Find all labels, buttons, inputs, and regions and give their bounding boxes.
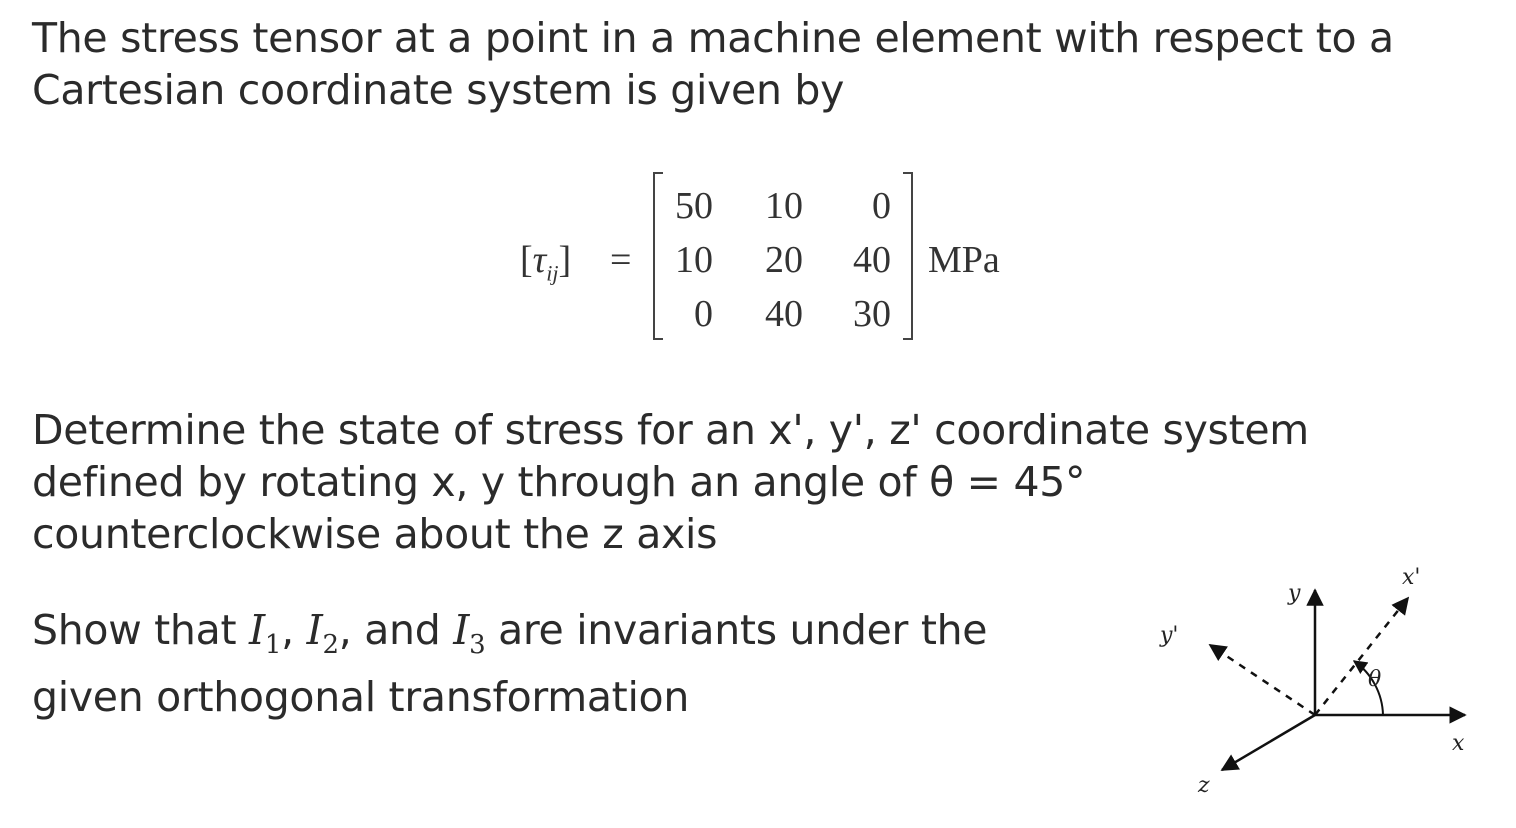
tensor-symbol: $[\tau_{ij}]$ xyxy=(520,239,572,286)
task1-line-3: counterclockwise about the z axis xyxy=(32,510,718,558)
matrix-cell: 40 xyxy=(765,293,803,335)
task-determine-paragraph xyxy=(32,404,1309,560)
matrix-cell: 0 xyxy=(872,185,891,227)
intro-line-1: The stress tensor at a point in a machine element with respect to a xyxy=(32,14,1394,62)
intro-line-2: Cartesian coordinate system is given by xyxy=(32,66,845,114)
invariant-i2: $I_2$ xyxy=(306,606,339,661)
task2-suffix: are invariants under the xyxy=(485,606,988,654)
x-prime-axis xyxy=(1315,598,1408,715)
z-axis xyxy=(1222,715,1315,770)
matrix-cell: 20 xyxy=(765,239,803,281)
matrix-cell: 10 xyxy=(675,239,713,281)
matrix-cell: 50 xyxy=(675,185,713,227)
task2-line-2: given orthogonal transformation xyxy=(32,673,690,722)
tau-symbol: τ xyxy=(532,239,547,281)
matrix-right-bracket xyxy=(903,172,913,340)
stress-matrix xyxy=(653,172,913,340)
invariant-i3: $I_3$ xyxy=(453,606,486,661)
angle-label: θ xyxy=(1368,667,1382,692)
stress-tensor-equation xyxy=(520,170,1020,350)
task2-sep: , and xyxy=(338,606,454,654)
matrix-cell: 0 xyxy=(694,293,713,335)
task1-line-1: Determine the state of stress for an x', y', z' coordinate system xyxy=(32,406,1309,454)
x-prime-label: x' xyxy=(1402,565,1421,590)
matrix-cell: 10 xyxy=(765,185,803,227)
y-prime-axis xyxy=(1210,645,1315,715)
unit-label: MPa xyxy=(928,239,1000,281)
equals-sign: = xyxy=(610,239,632,281)
y-axis-label: y xyxy=(1288,581,1301,606)
y-prime-label: y' xyxy=(1160,623,1179,648)
intro-paragraph xyxy=(32,12,1394,116)
task2-prefix: Show that xyxy=(32,606,249,654)
rotation-diagram xyxy=(1140,560,1500,820)
task2-sep: , xyxy=(281,606,307,654)
rotation-diagram-svg xyxy=(1140,560,1500,820)
tensor-subscript: ij xyxy=(546,260,559,286)
invariant-i1: $I_1$ xyxy=(248,606,282,661)
z-axis-label: z xyxy=(1198,773,1210,798)
matrix-cell: 40 xyxy=(853,239,891,281)
task-invariants-paragraph xyxy=(32,604,987,723)
x-axis-label: x xyxy=(1452,731,1465,756)
matrix-cell: 30 xyxy=(853,293,891,335)
task2-line-1 xyxy=(32,604,987,671)
task1-line-2: defined by rotating x, y through an angle of θ = 45° xyxy=(32,458,1086,506)
